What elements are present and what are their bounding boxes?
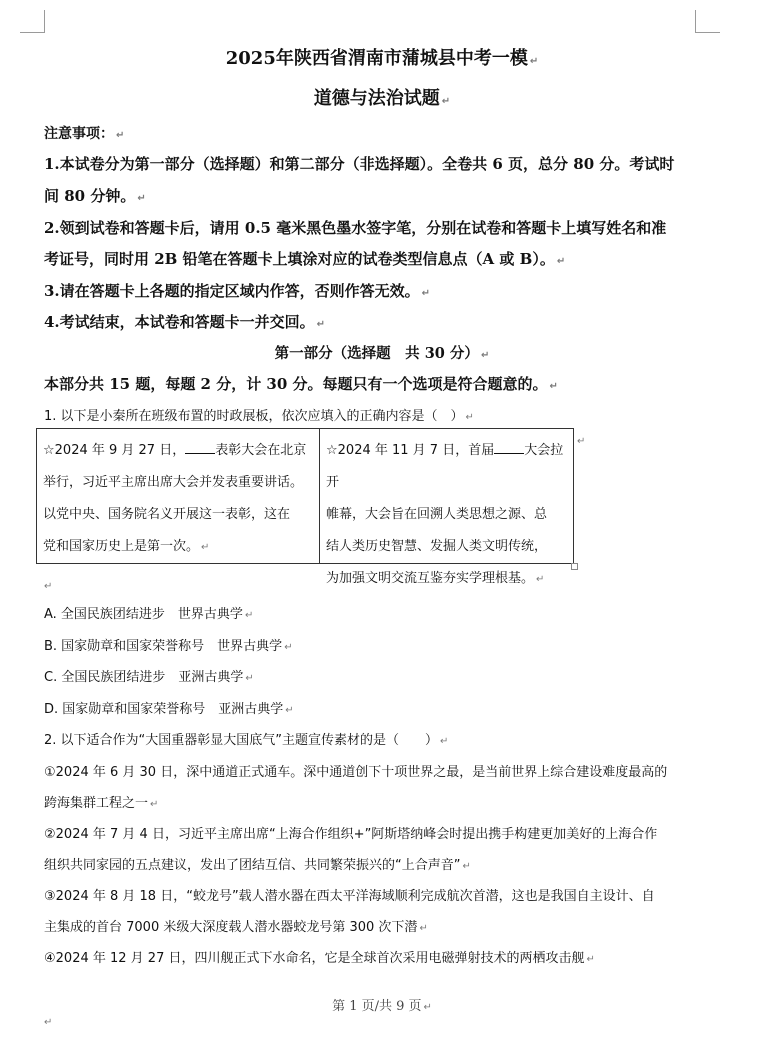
part1-heading: 第一部分（选择题 共 30 分） ↵ [274,345,490,362]
q2-statement-1-line-2: 跨海集群工程之一 ↵ [44,796,159,811]
notice-item-1-line-1: 1.本试卷分为第一部分（选择题）和第二部分（非选择题）。全卷共 6 页，总分 80 分。考试时 [44,155,675,173]
notice-item-2-line-1: 2.领到试卷和答题卡后，请用 0.5 毫米黑色墨水签字笔，分别在试卷和答题卡上填写姓名和准 [44,219,667,237]
notice-heading: 注意事项： ↵ [44,126,125,142]
notice-item-4: 4.考试结束，本试卷和答题卡一并交回。 ↵ [44,313,326,331]
left-cell-line-2: 举行，习近平主席出席大会并发表重要讲话。 [43,475,304,490]
q2-statement-4: ④2024 年 12 月 27 日，四川舰正式下水命名，它是全球首次采用电磁弹射技术的两栖攻击舰 ↵ [44,951,595,966]
news-board-cell-right [320,429,573,586]
news-board-cell-left [37,429,320,563]
part1-instruction: 本部分共 15 题，每题 2 分，计 30 分。每题只有一个选项是符合题意的。 ↵ [44,375,558,393]
news-board-table [36,428,574,586]
table-resize-handle[interactable] [571,563,578,570]
right-cell-line-1: ☆2024 年 11 月 7 日，首届 大会拉开 [326,443,564,490]
left-cell-line-3: 以党中央、国务院名义开展这一表彰，这在 [43,507,291,522]
left-cell-line-1: ☆2024 年 9 月 27 日， 表彰大会在北京 [43,443,307,458]
question-2-stem: 2. 以下适合作为“大国重器彰显大国底气”主题宣传素材的是（ ） ↵ [44,733,449,748]
q2-statement-1-line-1: ①2024 年 6 月 30 日，深中通道正式通车。深中通道创下十项世界之最，是当前世界上综合建设难度最高的 [44,765,668,780]
q2-statement-2-line-1: ②2024 年 7 月 4 日，习近平主席出席“上海合作组织+”阿斯塔纳峰会时提出携手构建更加美好的上海合作 [44,827,658,842]
page-footer: 第 1 页/共 9 页 ↵ [332,999,432,1014]
document-title: 2025年陕西省渭南市蒲城县中考一模 ↵ [225,48,539,69]
notice-item-1-line-2: 间 80 分钟。 ↵ [44,187,146,205]
document-end-mark: ↵ [44,1017,53,1028]
fill-blank-1 [185,441,215,454]
q1-option-d: D. 国家勋章和国家荣誉称号 亚洲古典学 ↵ [44,702,294,717]
empty-paragraph-mark: ↵ [44,581,53,592]
q2-statement-3-line-2: 主集成的首台 7000 米级大深度载人潜水器蛟龙号第 300 次下潜 ↵ [44,920,428,935]
table-row-end-mark: ↵ [577,436,586,447]
q1-option-c: C. 全国民族团结进步 亚洲古典学 ↵ [44,670,254,685]
fill-blank-2 [494,441,524,454]
question-1-stem: 1. 以下是小秦所在班级布置的时政展板，依次应填入的正确内容是（ ） ↵ [44,409,474,424]
crop-mark-top-left [20,10,45,33]
document-subtitle: 道德与法治试题 ↵ [313,88,451,109]
q1-option-a: A. 全国民族团结进步 世界古典学 ↵ [44,607,254,622]
q1-option-b: B. 国家勋章和国家荣誉称号 世界古典学 ↵ [44,639,293,654]
crop-mark-top-right [695,10,720,33]
notice-item-2-line-2: 考证号，同时用 2B 铅笔在答题卡上填涂对应的试卷类型信息点（A 或 B）。 ↵ [44,250,566,268]
left-cell-line-4: 党和国家历史上是第一次。 ↵ [43,539,210,554]
notice-item-3: 3.请在答题卡上各题的指定区域内作答，否则作答无效。 ↵ [44,282,431,300]
q2-statement-2-line-2: 组织共同家园的五点建议，发出了团结互信、共同繁荣振兴的“上合声音” ↵ [44,858,471,873]
q2-statement-3-line-1: ③2024 年 8 月 18 日，“蛟龙号”载人潜水器在西太平洋海域顺利完成航次首潜，这也是我国自主设计、自 [44,889,655,904]
right-cell-line-4: 为加强文明交流互鉴夯实学理根基。 ↵ [326,571,545,586]
right-cell-line-3: 结人类历史智慧、发掘人类文明传统， [326,539,548,554]
right-cell-line-2: 帷幕，大会旨在回溯人类思想之源、总 [326,507,548,522]
